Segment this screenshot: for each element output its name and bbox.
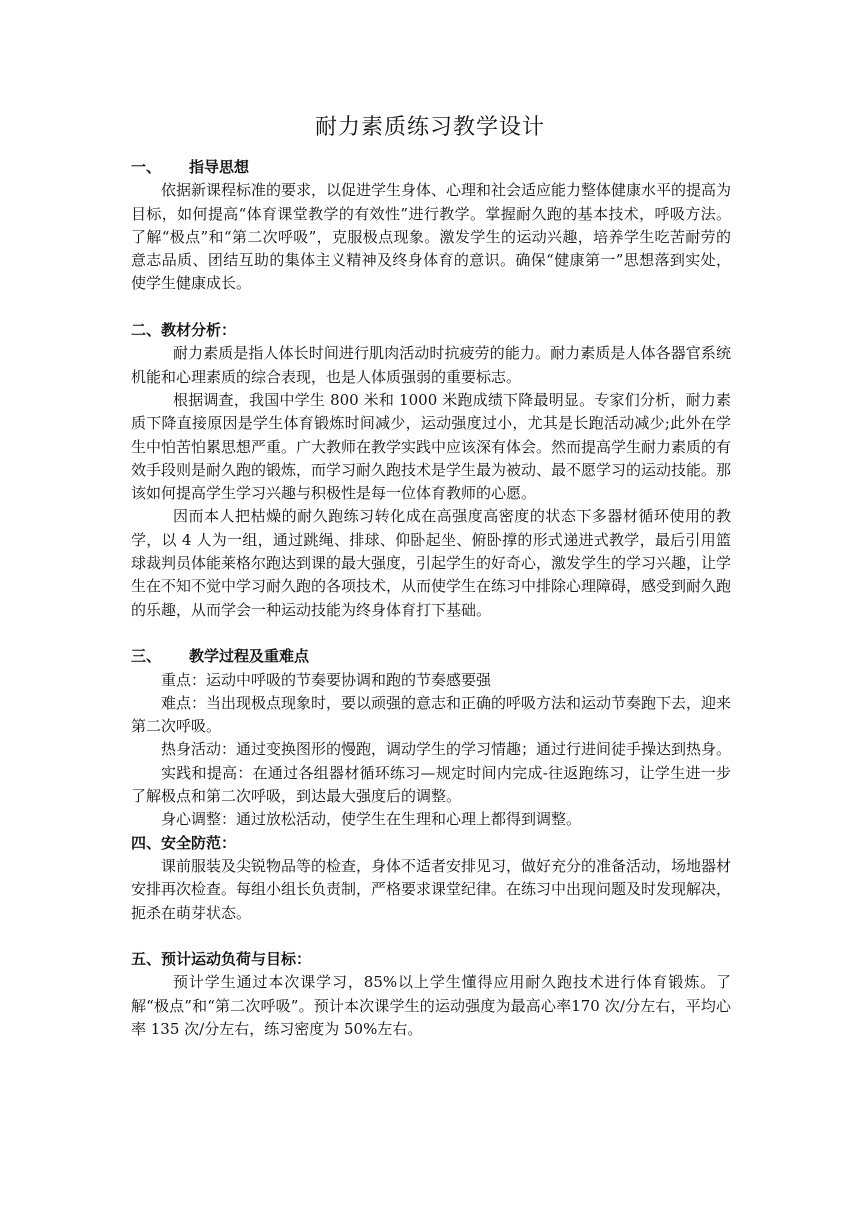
section-2-paragraph-3: 因而本人把枯燥的耐久跑练习转化成在高强度高密度的状态下多器材循环使用的教学，以 4 人为一组，通过跳绳、排球、仰卧起坐、俯卧撑的形式递进式教学，最后引用篮球裁判员体能莱格尔跑达到课的最大强度，引起学生的好奇心，激发学生的学习兴趣，让学生在不知不觉中学习耐久跑的各项技术，从而使学生在练习中排除心理障碍，感受到耐久跑的乐趣，从而学会一种运动技能为终身体育打下基础。	[131, 507, 732, 619]
section-2-paragraph-1: 耐力素质是指人体长时间进行肌肉活动时抗疲劳的能力。耐力素质是人体各器官系统机能和心理素质的综合表现，也是人体质强弱的重要标志。	[131, 344, 731, 386]
section-heading-5	[131, 948, 731, 971]
document-body	[131, 156, 731, 1041]
document-title: 耐力素质练习教学设计	[314, 115, 545, 140]
section-heading-2	[131, 319, 731, 342]
section-number: 三、	[131, 647, 162, 666]
section-title: 安全防范：	[161, 833, 237, 852]
section-3-warmup: 热身活动：通过变换图形的慢跑，调动学生的学习情趣；通过行进间徒手操达到热身。	[161, 740, 732, 759]
section-number: 一、	[131, 158, 162, 176]
section-3-cooldown: 身心调整：通过放松活动，使学生在生理和心理上都得到调整。	[161, 810, 582, 829]
section-5-paragraph-1: 预计学生通过本次课学习，85%以上学生懂得应用耐久跑技术进行体育锻炼。了解“极点”和“第二次呼吸”。预计本次课学生的运动强度为最高心率170 次/分左右，平均心率 135 次/分左右，练习密度为 50%左右。	[131, 973, 731, 1038]
section-number: 二、	[131, 321, 162, 340]
section-3-difficulty: 难点：当出现极点现象时，要以顽强的意志和正确的呼吸方法和运动节奏跑下去，迎来第二次呼吸。	[131, 693, 732, 736]
section-3-key-point: 重点：运动中呼吸的节奏要协调和跑的节奏感要强	[161, 670, 492, 689]
section-number: 四、	[131, 833, 162, 852]
section-4-paragraph-1: 课前服装及尖锐物品等的检查，身体不适者安排见习，做好充分的准备活动，场地器材安排再次检查。每组小组长负责制，严格要求课堂纪律。在练习中出现问题及时发现解决，扼杀在萌芽状态。	[131, 856, 732, 922]
section-title: 指导思想	[189, 158, 250, 176]
section-1-paragraph-1: 依据新课程标准的要求，以促进学生身体、心理和社会适应能力整体健康水平的提高为目标，如何提高“体育课堂教学的有效性”进行教学。掌握耐久跑的基本技术，呼吸方法。了解“极点”和“第二次呼吸”，克服极点现象。激发学生的运动兴趣，培养学生吃苦耐劳的意志品质、团结互助的集体主义精神及终身体育的意识。确保“健康第一”思想落到实处，使学生健康成长。	[131, 181, 732, 293]
section-heading-3	[131, 645, 731, 668]
section-title: 教学过程及重难点	[189, 647, 310, 666]
section-number: 五、	[131, 950, 162, 969]
section-heading-4	[131, 832, 731, 855]
section-3-practice: 实践和提高：在通过各组器材循环练习—规定时间内完成-往返跑练习，让学生进一步了解极点和第二次呼吸，到达最大强度后的调整。	[131, 763, 731, 806]
section-2-paragraph-2: 根据调查，我国中学生 800 米和 1000 米跑成绩下降最明显。专家们分析，耐力素质下降直接原因是学生体育锻炼时间减少，运动强度过小，尤其是长跑活动减少;此外在学生中怕苦怕累思想严重。广大教师在教学实践中应该深有体会。然而提高学生耐力素质的有效手段则是耐久跑的锻炼，而学习耐久跑技术是学生最为被动、最不愿学习的运动技能。那该如何提高学生学习兴趣与积极性是每一位体育教师的心愿。	[131, 390, 732, 503]
section-title: 教材分析：	[161, 321, 237, 340]
section-title: 预计运动负荷与目标：	[161, 950, 312, 969]
section-heading-1	[131, 156, 731, 179]
